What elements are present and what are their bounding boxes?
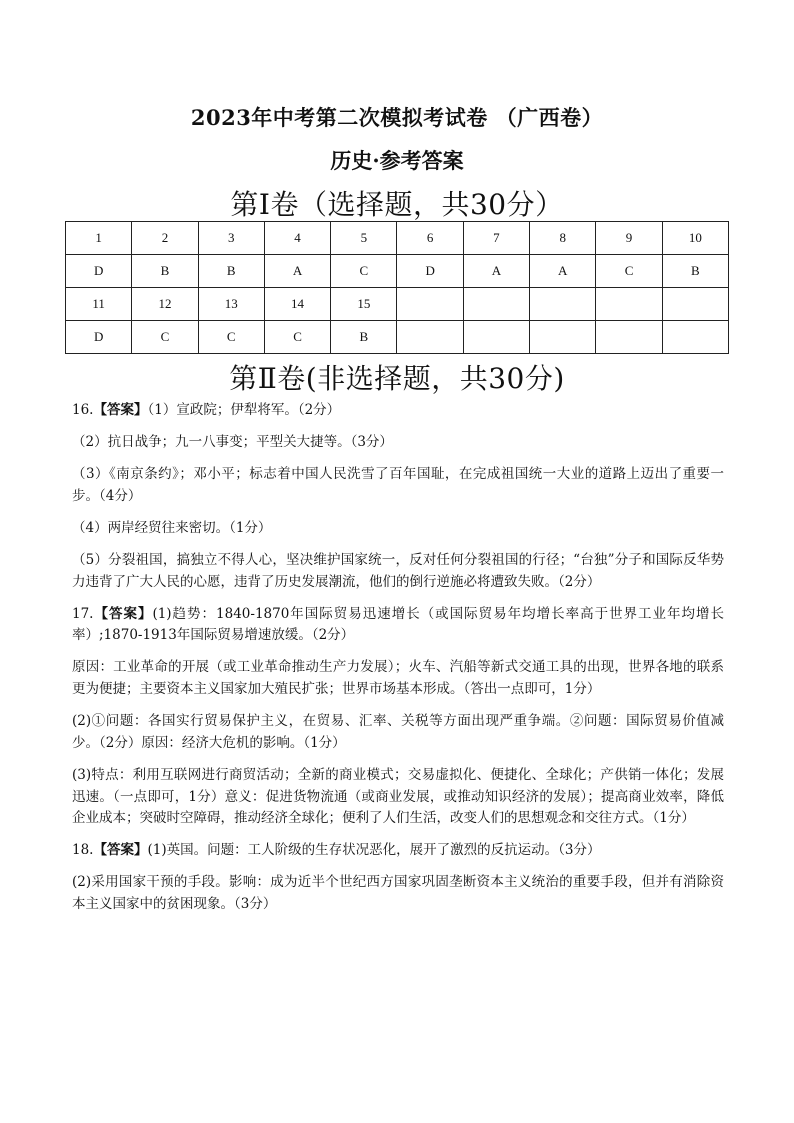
- answer-paragraph: [72, 657, 724, 701]
- answer-table-cell: 5: [331, 222, 397, 255]
- answer-table-cell: A: [463, 255, 529, 288]
- section-1-heading: 第Ⅰ卷（选择题，共30分）: [230, 188, 564, 221]
- answer-table-cell: 9: [596, 222, 662, 255]
- answer-table-cell: B: [132, 255, 198, 288]
- answer-table-cell: 15: [331, 288, 397, 321]
- answer-table-cell: B: [662, 255, 728, 288]
- answer-paragraph: [72, 464, 724, 508]
- answer-paragraph: [72, 872, 724, 916]
- answer-table-cell: C: [132, 321, 198, 354]
- answer-table-cell: 8: [530, 222, 596, 255]
- answer-label: 【答案】: [93, 605, 153, 622]
- answer-table-cell: 12: [132, 288, 198, 321]
- answer-table-cell: 13: [198, 288, 264, 321]
- answer-text: (2)①问题：各国实行贸易保护主义，在贸易、汇率、关税等方面出现严重争端。②问题：国际贸易价值减少。（2分）原因：经济大危机的影响。（1分）: [72, 713, 724, 751]
- answer-text: （1）宣政院；伊犁将军。（2分）: [147, 402, 341, 418]
- answer-paragraph: [72, 604, 724, 648]
- answer-table-row: [66, 222, 729, 255]
- answer-table-cell: 1: [66, 222, 132, 255]
- answer-text: (1)英国。问题：工人阶级的生存状况恶化，展开了激烈的反抗运动。（3分）: [147, 842, 601, 859]
- answer-table-cell: [397, 288, 463, 321]
- answer-paragraph: [72, 711, 724, 755]
- question-number: 16.: [72, 402, 94, 418]
- answer-table-cell: 11: [66, 288, 132, 321]
- answer-text: （4）两岸经贸往来密切。（1分）: [72, 519, 272, 536]
- answer-table-cell: [596, 288, 662, 321]
- answer-text: (1)趋势：1840-1870年国际贸易迅速增长（或国际贸易年均增长率高于世界工业年均增长率）;1870-1913年国际贸易增速放缓。（2分）: [72, 605, 724, 644]
- answer-table-row: [66, 321, 729, 354]
- answer-paragraph: [72, 550, 724, 594]
- answer-paragraph: [72, 432, 724, 454]
- answer-label: 【答案】: [93, 842, 148, 859]
- answer-table-cell: [662, 321, 728, 354]
- answer-text: 原因：工业革命的开展（或工业革命推动生产力发展）；火车、汽船等新式交通工具的出现，世界各地的联系更为便捷；主要资本主义国家加大殖民扩张；世界市场基本形成。（答出一点即可，1分）: [72, 659, 724, 698]
- answer-text: （2）抗日战争；九一八事变；平型关大捷等。（3分）: [72, 433, 393, 450]
- answer-table-cell: [463, 288, 529, 321]
- answer-table-cell: D: [397, 255, 463, 288]
- answer-paragraph: [72, 400, 724, 422]
- answer-content: [72, 400, 724, 926]
- answer-table-cell: [596, 321, 662, 354]
- answer-table-cell: C: [596, 255, 662, 288]
- exam-title: 2023年中考第二次模拟考试卷 （广西卷）: [190, 105, 604, 130]
- answer-paragraph: [72, 518, 724, 540]
- answer-table-cell: [397, 321, 463, 354]
- answer-table-cell: A: [264, 255, 330, 288]
- exam-subtitle: 历史·参考答案: [330, 148, 464, 173]
- answer-table-cell: C: [198, 321, 264, 354]
- answer-text: （3）《南京条约》；邓小平；标志着中国人民洗雪了百年国耻，在完成祖国统一大业的道路上迈出了重要一步。（4分）: [72, 465, 724, 504]
- answer-table-row: [66, 255, 729, 288]
- answer-table-cell: D: [66, 255, 132, 288]
- answer-table-cell: B: [198, 255, 264, 288]
- answer-table-cell: 6: [397, 222, 463, 255]
- answer-table-cell: [662, 288, 728, 321]
- answer-table-row: [66, 288, 729, 321]
- answer-paragraph: [72, 840, 724, 862]
- answer-table-cell: 7: [463, 222, 529, 255]
- answer-table-cell: [463, 321, 529, 354]
- answer-table: [65, 221, 729, 354]
- answer-table-cell: A: [530, 255, 596, 288]
- answer-text: （5）分裂祖国，搞独立不得人心，坚决维护国家统一，反对任何分裂祖国的行径；“台独”分子和国际反华势力违背了广大人民的心愿，违背了历史发展潮流，他们的倒行逆施必将遭致失败。（2分）: [72, 551, 724, 590]
- answer-table-cell: 10: [662, 222, 728, 255]
- answer-text: (3)特点：利用互联网进行商贸活动；全新的商业模式；交易虚拟化、便捷化、全球化；产供销一体化；发展迅速。（一点即可，1分）意义：促进货物流通（或商业发展，或推动知识经济的发展）；提高商业效率，降低企业成本；突破时空障碍，推动经济全球化；便利了人们生活，改变人们的思想观念和交往方式。（1分）: [72, 766, 724, 827]
- answer-table-cell: 4: [264, 222, 330, 255]
- answer-table-cell: C: [264, 321, 330, 354]
- answer-table-cell: C: [331, 255, 397, 288]
- answer-table-cell: B: [331, 321, 397, 354]
- answer-table-cell: [530, 288, 596, 321]
- answer-text: (2)采用国家干预的手段。影响：成为近半个世纪西方国家巩固垄断资本主义统治的重要手段，但并有消除资本主义国家中的贫困现象。（3分）: [72, 874, 724, 913]
- answer-table-cell: D: [66, 321, 132, 354]
- answer-table-cell: [530, 321, 596, 354]
- question-number: 18.: [72, 842, 94, 859]
- answer-table-cell: 3: [198, 222, 264, 255]
- answer-label: 【答案】: [93, 402, 148, 418]
- question-number: 17.: [72, 605, 94, 622]
- answer-paragraph: [72, 765, 724, 830]
- answer-table-cell: 14: [264, 288, 330, 321]
- section-2-heading: 第Ⅱ卷(非选择题，共30分): [229, 362, 565, 395]
- answer-table-cell: 2: [132, 222, 198, 255]
